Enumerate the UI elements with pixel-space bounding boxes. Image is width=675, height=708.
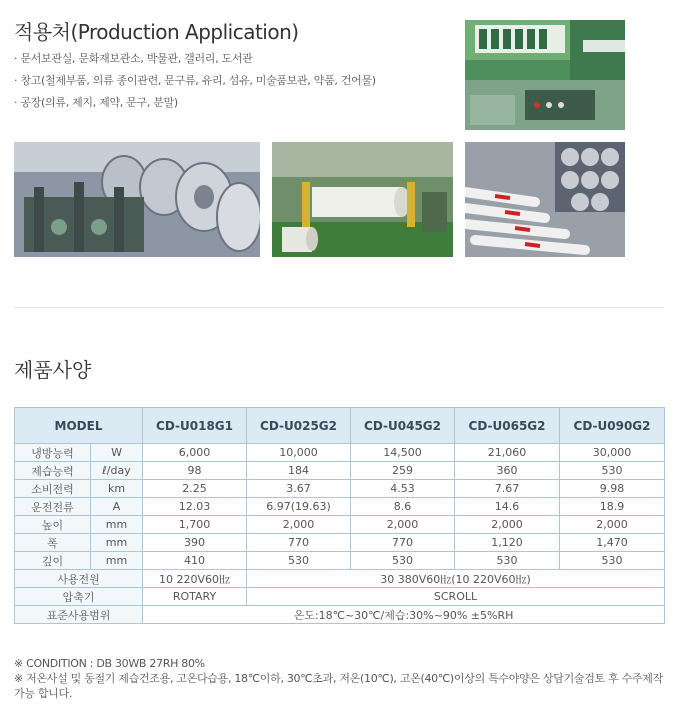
spec-table [14,407,665,624]
steel-coil-photo [14,142,260,257]
spec-header-row [15,408,665,444]
row-label: 표준사용범위 [15,606,143,624]
table-row [15,570,665,588]
cell-value: 4.53 [351,480,455,498]
table-row [15,498,665,516]
cell-value: 온도:18℃~30℃/제습:30%~90% ±5%RH [143,606,665,624]
row-unit: mm [91,516,143,534]
model-header: MODEL [15,408,143,444]
row-label: 폭 [15,534,91,552]
row-unit: ℓ/day [91,462,143,480]
cell-value: 530 [560,462,665,480]
row-label: 제습능력 [15,462,91,480]
application-item: · 공장(의류, 제지, 제약, 문구, 분말) [14,92,376,114]
row-unit: mm [91,534,143,552]
notes [14,656,669,701]
table-row [15,534,665,552]
cell-value: 530 [351,552,455,570]
table-row [15,462,665,480]
spec-title: 제품사양 [14,358,92,382]
table-row [15,444,665,462]
model-name: CD-U025G2 [247,408,351,444]
cell-value: 770 [351,534,455,552]
cell-value: 14.6 [455,498,560,516]
application-title: 적용처(Production Application) [14,20,299,44]
table-row [15,588,665,606]
cell-value: 30,000 [560,444,665,462]
cell-value: 410 [143,552,247,570]
table-row [15,516,665,534]
row-unit: A [91,498,143,516]
cell-value: 770 [247,534,351,552]
cell-value: 2.25 [143,480,247,498]
cell-value: SCROLL [247,588,665,606]
cell-value: 10 220V60㎐ [143,570,247,588]
cell-value: 390 [143,534,247,552]
row-label: 냉방능력 [15,444,91,462]
table-row [15,480,665,498]
tube-conveyor-photo [465,142,625,257]
cell-value: 12.03 [143,498,247,516]
cell-value: 14,500 [351,444,455,462]
cell-value: 184 [247,462,351,480]
cell-value: 30 380V60㎐(10 220V60㎐) [247,570,665,588]
table-row [15,606,665,624]
row-label: 깊이 [15,552,91,570]
cell-value: 1,470 [560,534,665,552]
cell-value: 21,060 [455,444,560,462]
cell-value: 3.67 [247,480,351,498]
application-item: · 창고(철제부품, 의류 종이관련, 문구류, 유리, 섬유, 미술품보관, 약품, 건어물) [14,70,376,92]
row-label: 압축기 [15,588,143,606]
cell-value: 98 [143,462,247,480]
cell-value: 1,700 [143,516,247,534]
table-row [15,552,665,570]
row-label: 소비전력 [15,480,91,498]
cell-value: 530 [560,552,665,570]
cell-value: 530 [455,552,560,570]
cell-value: ROTARY [143,588,247,606]
cell-value: 1,120 [455,534,560,552]
cell-value: 8.6 [351,498,455,516]
printing-machine-photo [465,20,625,130]
cell-value: 9.98 [560,480,665,498]
row-unit: W [91,444,143,462]
model-name: CD-U090G2 [560,408,665,444]
cell-value: 7.67 [455,480,560,498]
cell-value: 530 [247,552,351,570]
row-unit: km [91,480,143,498]
application-list [14,48,376,114]
model-name: CD-U018G1 [143,408,247,444]
cell-value: 18.9 [560,498,665,516]
row-label: 사용전원 [15,570,143,588]
paper-roll-photo [272,142,453,257]
cell-value: 259 [351,462,455,480]
cell-value: 2,000 [247,516,351,534]
note-special: ※ 저온사설 및 동절기 제습건조용, 고온다습용, 18℃이하, 30℃초과, 저온(10℃), 고온(40℃)이상의 특수야양은 상담기술검토 후 수주제작 가능 합니다. [14,672,663,700]
cell-value: 6.97(19.63) [247,498,351,516]
row-label: 높이 [15,516,91,534]
model-name: CD-U065G2 [455,408,560,444]
cell-value: 2,000 [455,516,560,534]
model-name: CD-U045G2 [351,408,455,444]
note-condition: ※ CONDITION : DB 30WB 27RH 80% [14,657,205,670]
cell-value: 360 [455,462,560,480]
cell-value: 2,000 [351,516,455,534]
cell-value: 2,000 [560,516,665,534]
row-label: 운전전류 [15,498,91,516]
section-divider [14,307,664,308]
application-item: · 문서보관실, 문화재보관소, 박물관, 갤러리, 도서관 [14,48,376,70]
cell-value: 10,000 [247,444,351,462]
row-unit: mm [91,552,143,570]
cell-value: 6,000 [143,444,247,462]
